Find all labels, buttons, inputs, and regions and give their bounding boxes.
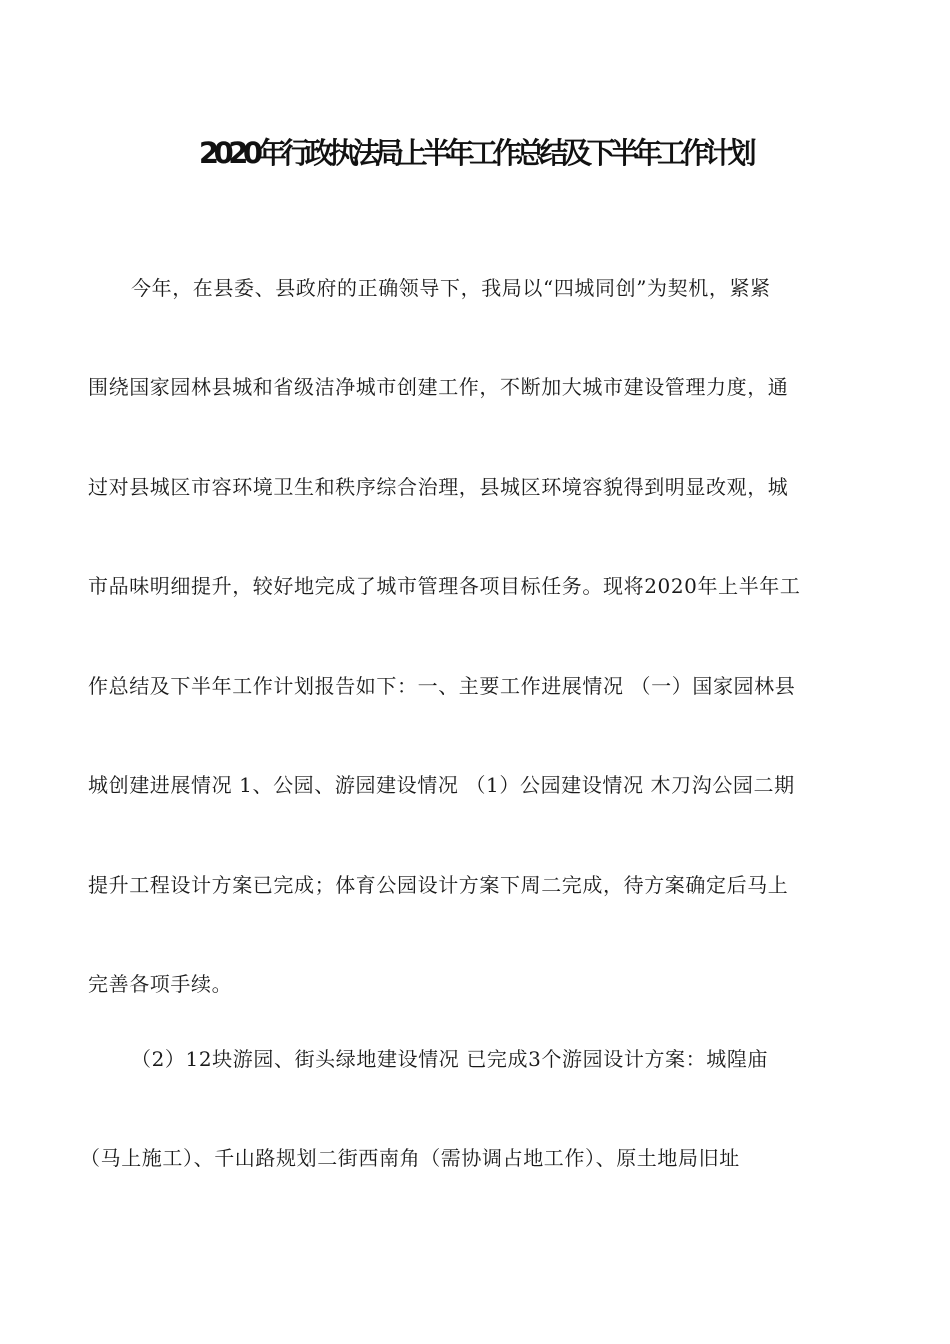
body-line-5: 作总结及下半年工作计划报告如下：一、主要工作进展情况 （一）国家园林县 bbox=[88, 674, 796, 698]
document-title: 2020年行政执法局上半年工作总结及下半年工作计划 bbox=[198, 136, 752, 170]
body-line-10: （马上施工）、千山路规划二街西南角（需协调占地工作）、原土地局旧址 bbox=[80, 1146, 740, 1170]
body-line-6: 城创建进展情况 1、公园、游园建设情况 （1）公园建设情况 木刀沟公园二期 bbox=[88, 773, 795, 797]
body-line-1: 今年，在县委、县政府的正确领导下，我局以“四城同创”为契机，紧紧 bbox=[131, 276, 771, 300]
body-line-4: 市品味明细提升，较好地完成了城市管理各项目标任务。现将2020年上半年工 bbox=[88, 574, 801, 598]
body-line-2: 围绕国家园林县城和省级洁净城市创建工作，不断加大城市建设管理力度，通 bbox=[88, 375, 789, 399]
body-line-3: 过对县城区市容环境卫生和秩序综合治理，县城区环境容貌得到明显改观，城 bbox=[88, 475, 789, 499]
body-line-9: （2）12块游园、街头绿地建设情况 已完成3个游园设计方案：城隍庙 bbox=[131, 1047, 769, 1071]
body-line-7: 提升工程设计方案已完成；体育公园设计方案下周二完成，待方案确定后马上 bbox=[88, 873, 789, 897]
body-line-8: 完善各项手续。 bbox=[88, 972, 233, 996]
